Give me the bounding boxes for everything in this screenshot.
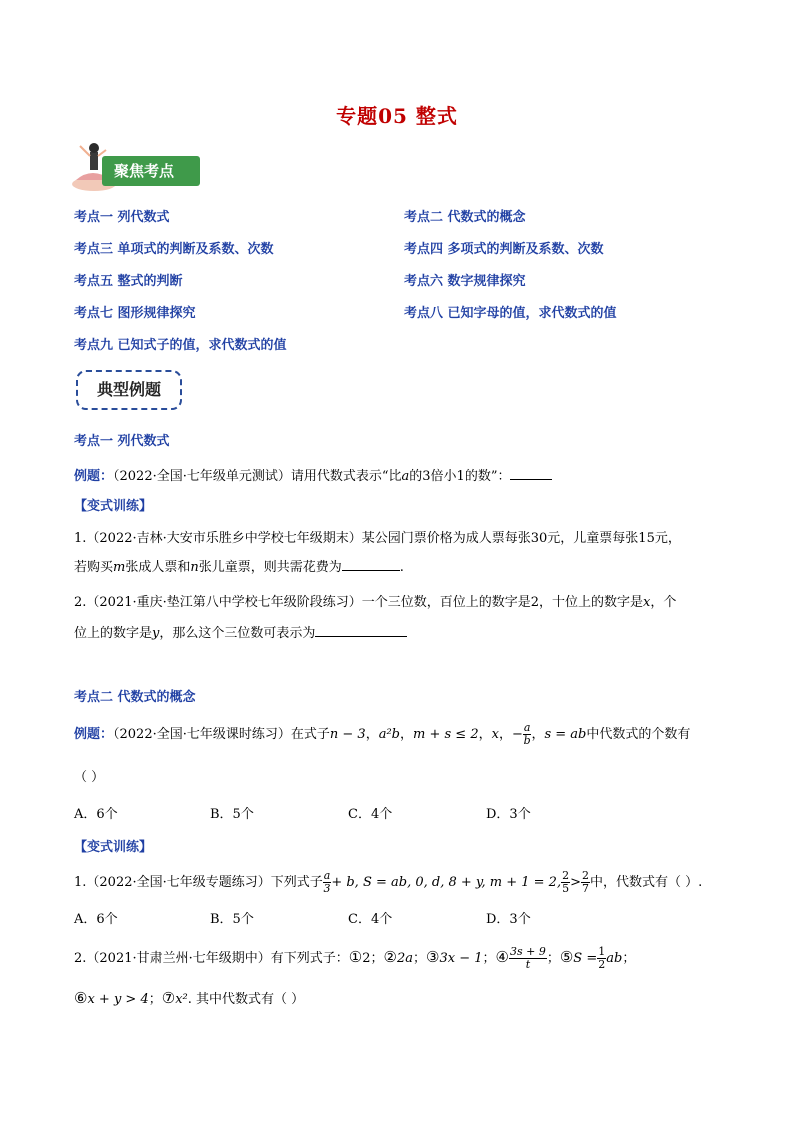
example-tail: 的3倍小1的数”： [409, 469, 511, 484]
var-n: n [190, 560, 199, 575]
section-heading: 考点二 代数式的概念 [74, 690, 196, 705]
minus-sign: − [511, 727, 523, 742]
fraction [581, 870, 590, 895]
option-a[interactable]: A．6个 [74, 807, 118, 822]
var-y: y [152, 626, 160, 641]
denominator: 5 [562, 882, 570, 895]
answer-paren: （ ） [74, 770, 105, 785]
circled-5: ⑤ [559, 948, 574, 966]
v1-text: 1.（2022·全国·七年级专题练习）下列式子 [74, 875, 323, 890]
q2-text: ，个 [650, 595, 677, 610]
topic-item: 考点五 整式的判断 [74, 274, 183, 289]
q1-text: 张儿童票，则共需花费为 [198, 560, 342, 575]
topic-item: 考点八 已知字母的值，求代数式的值 [404, 306, 617, 321]
question-2-line-2 [74, 622, 407, 641]
question-2-line-1 [74, 591, 676, 610]
expr: x + y > 4 [87, 992, 149, 1007]
gt-sign: > [570, 875, 581, 890]
option-a[interactable]: A．6个 [74, 912, 118, 927]
expr: 2 [362, 951, 371, 966]
option-b[interactable]: B．5个 [210, 807, 254, 822]
topic-item: 考点三 单项式的判断及系数、次数 [74, 242, 274, 257]
q2-text: 2.（2021·重庆·垫江第八中学校七年级阶段练习）一个三位数，百位上的数字是2，十位上的数字是 [74, 595, 644, 610]
semicolon: ； [622, 951, 636, 966]
q1-text: 张成人票和 [125, 560, 191, 575]
q1-text: 若购买 [74, 560, 114, 575]
denominator: b [523, 734, 531, 747]
denominator: t [525, 958, 531, 971]
expr: S = [573, 951, 598, 966]
fraction [509, 946, 547, 971]
option-b[interactable]: B．5个 [210, 912, 254, 927]
typical-examples-label: 典型例题 [76, 370, 182, 410]
sep: ， [498, 727, 512, 742]
example-label: 例题： [74, 727, 114, 742]
expr: m + s ≤ 2 [413, 727, 479, 742]
q1-end: . [399, 560, 404, 575]
expr: a²b [378, 727, 400, 742]
variant-label: 【变式训练】 [74, 840, 153, 855]
v2-text: 2.（2021·甘肃兰州·七年级期中）有下列式子： [74, 951, 349, 966]
sep: ， [478, 727, 492, 742]
circled-2: ② [383, 948, 397, 966]
circled-1: ① [348, 948, 363, 966]
answer-blank[interactable] [315, 623, 407, 637]
sep: ， [400, 727, 414, 742]
topic-item: 考点六 数字规律探究 [404, 274, 526, 289]
expr: s = ab [544, 727, 587, 742]
expr: 3x − 1 [439, 951, 483, 966]
var-x: x [643, 595, 651, 610]
denominator: 7 [582, 882, 589, 895]
denominator: 2 [598, 958, 606, 971]
example-question [74, 465, 552, 484]
variant-label: 【变式训练】 [74, 499, 153, 514]
variant-question-2-line-2 [74, 988, 304, 1007]
numerator: 3s + 9 [509, 945, 546, 958]
circled-7: ⑦ [161, 989, 176, 1007]
variant-question-2 [74, 946, 635, 971]
expr: n − 3 [329, 727, 366, 742]
topic-item: 考点四 多项式的判断及系数、次数 [404, 242, 604, 257]
v1-tail: 中，代数式有（ ）. [590, 875, 703, 890]
option-c[interactable]: C．4个 [348, 912, 393, 927]
numerator: 1 [598, 945, 606, 958]
example-text: （2022·全国·七年级单元测试）请用代数式表示“比 [113, 469, 402, 484]
fraction [561, 870, 570, 895]
topic-item: 考点一 列代数式 [74, 210, 170, 225]
topic-item: 考点九 已知式子的值，求代数式的值 [74, 338, 287, 353]
numerator: a [523, 721, 531, 734]
denominator: 3 [323, 882, 331, 895]
semicolon: ； [546, 951, 560, 966]
var-m: m [113, 560, 126, 575]
question-1-line-1: 1.（2022·吉林·大安市乐胜乡中学校七年级期末）某公园门票价格为成人票每张30元，儿童票每张15元， [74, 531, 681, 546]
example-question [74, 722, 690, 747]
circled-3: ③ [426, 948, 440, 966]
v2-tail: . 其中代数式有（ ） [187, 992, 305, 1007]
circled-4: ④ [495, 948, 509, 966]
expr: 2a [396, 951, 413, 966]
answer-blank[interactable] [342, 557, 400, 571]
q2-text: ，那么这个三位数可表示为 [159, 626, 316, 641]
example-tail: 中代数式的个数有 [586, 727, 691, 742]
expr: x² [175, 992, 188, 1007]
example-label: 例题： [74, 469, 114, 484]
expr: + b, S = ab, 0, d, 8 + y, m + 1 = 2, [331, 875, 562, 890]
semicolon: ； [413, 951, 427, 966]
page-title: 专题05 整式 [336, 104, 458, 128]
sep: ， [531, 727, 545, 742]
expr: ab [606, 951, 623, 966]
question-1-line-2 [74, 556, 404, 575]
example-text: （2022·全国·七年级课时练习）在式子 [113, 727, 330, 742]
numerator: 2 [562, 869, 570, 882]
answer-blank[interactable] [510, 466, 552, 480]
focus-badge [68, 140, 204, 194]
sep: ， [365, 727, 379, 742]
semicolon: ； [482, 951, 496, 966]
q2-text: 位上的数字是 [74, 626, 153, 641]
fraction [597, 946, 606, 971]
variant-question-1 [74, 870, 702, 895]
topic-item: 考点七 图形规律探究 [74, 306, 196, 321]
option-d[interactable]: D．3个 [486, 807, 531, 822]
numerator: 2 [582, 869, 589, 882]
expr: x [491, 727, 499, 742]
semicolon: ； [148, 992, 162, 1007]
focus-badge-label: 聚焦考点 [102, 156, 200, 186]
section-heading: 考点一 列代数式 [74, 434, 170, 449]
circled-6: ⑥ [74, 989, 88, 1007]
topic-item: 考点二 代数式的概念 [404, 210, 526, 225]
option-d[interactable]: D．3个 [486, 912, 531, 927]
option-c[interactable]: C．4个 [348, 807, 393, 822]
var-a: a [401, 469, 410, 484]
numerator: a [323, 869, 331, 882]
semicolon: ； [370, 951, 384, 966]
